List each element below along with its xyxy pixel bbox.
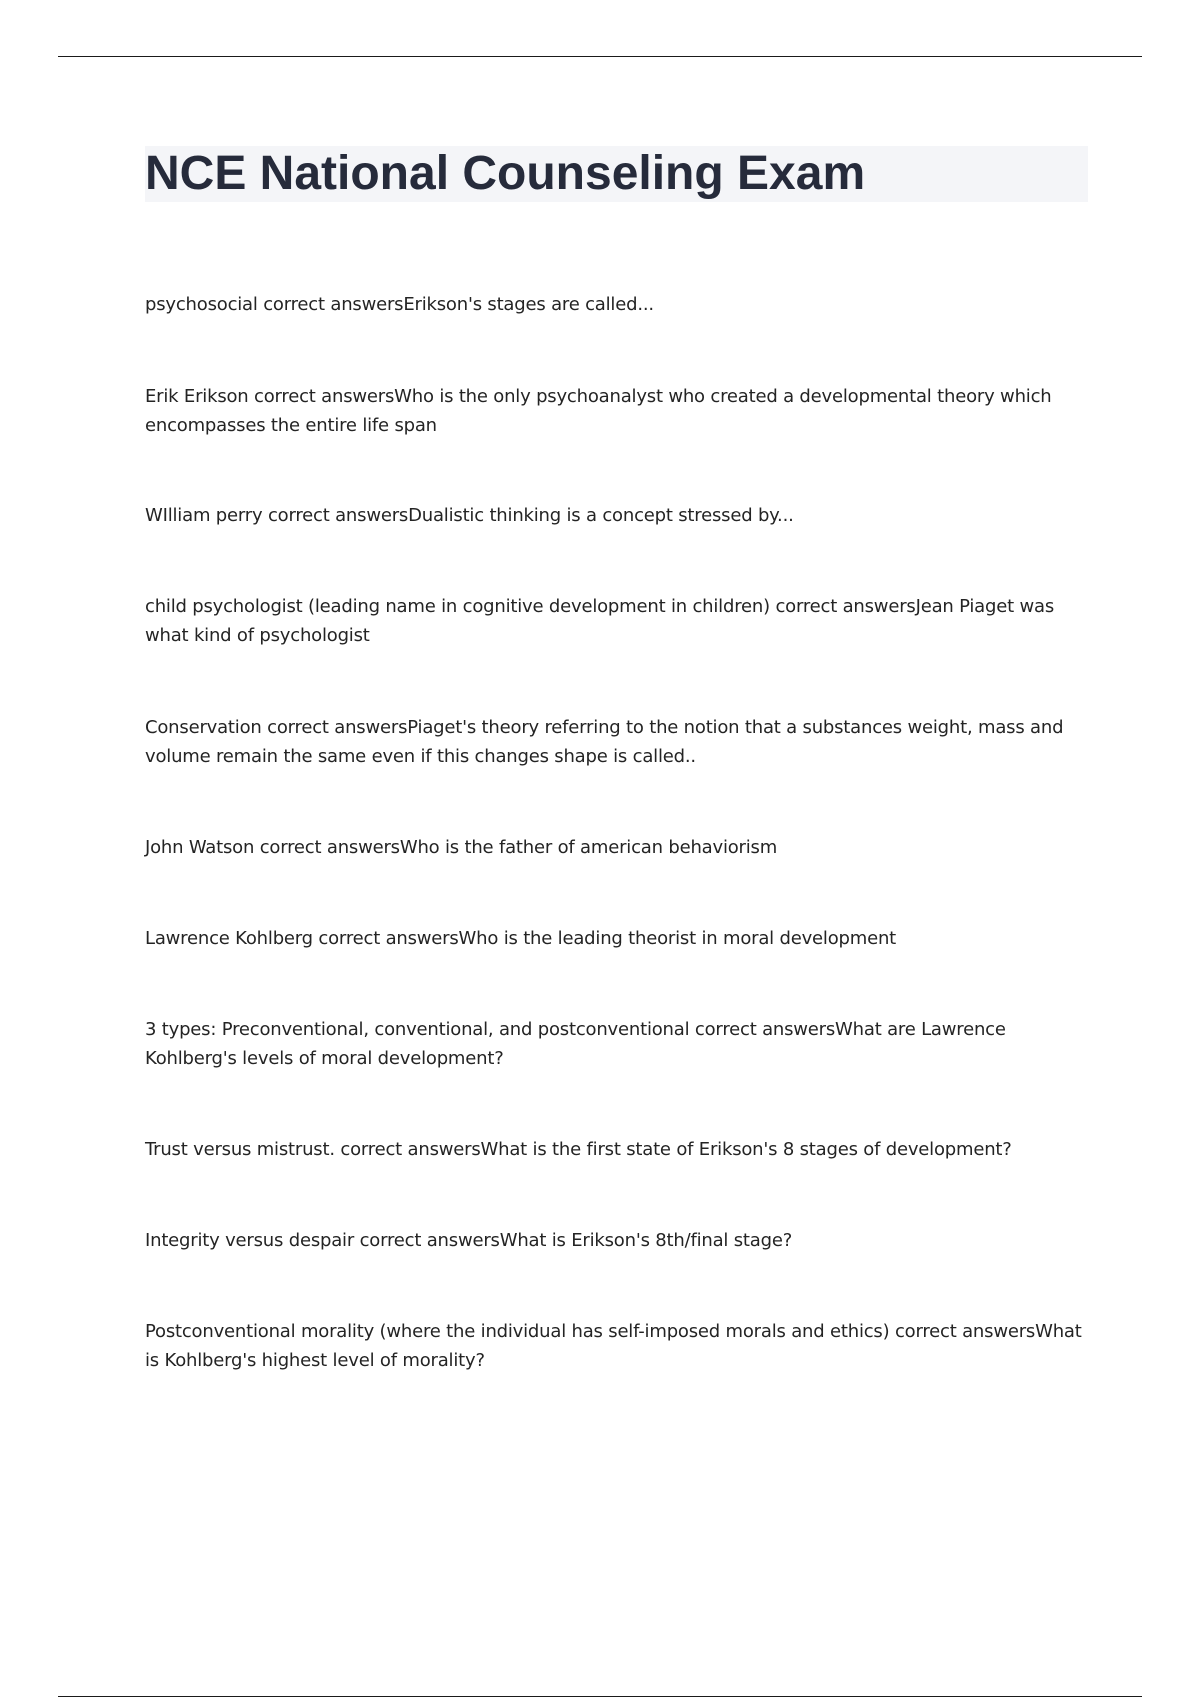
qa-item: WIlliam perry correct answersDualistic thinking is a concept stressed by... <box>145 505 794 526</box>
qa-item: 3 types: Preconventional, conventional, and postconventional correct answersWhat are Lawrence Kohlberg's levels of moral development? <box>145 1019 1006 1069</box>
qa-item: child psychologist (leading name in cognitive development in children) correct answersJean Piaget was what kind of psychologist <box>145 596 1055 646</box>
qa-item: psychosocial correct answersErikson's stages are called... <box>145 294 654 315</box>
top-divider <box>58 56 1142 57</box>
page-title: NCE National Counseling Exam <box>145 147 866 200</box>
bottom-divider <box>58 1696 1142 1697</box>
qa-item: Trust versus mistrust. correct answersWhat is the first state of Erikson's 8 stages of development? <box>145 1139 1012 1160</box>
qa-item: Integrity versus despair correct answersWhat is Erikson's 8th/final stage? <box>145 1230 793 1251</box>
qa-item: John Watson correct answersWho is the father of american behaviorism <box>145 837 778 858</box>
qa-item: Lawrence Kohlberg correct answersWho is the leading theorist in moral development <box>145 928 897 949</box>
qa-item: Postconventional morality (where the individual has self-imposed morals and ethics) correct answersWhat is Kohlberg's highest level of morality? <box>145 1321 1082 1371</box>
qa-item: Conservation correct answersPiaget's theory referring to the notion that a substances weight, mass and volume remain the same even if this changes shape is called.. <box>145 717 1064 767</box>
qa-item: Erik Erikson correct answersWho is the only psychoanalyst who created a developmental theory which encompasses the entire life span <box>145 386 1052 436</box>
